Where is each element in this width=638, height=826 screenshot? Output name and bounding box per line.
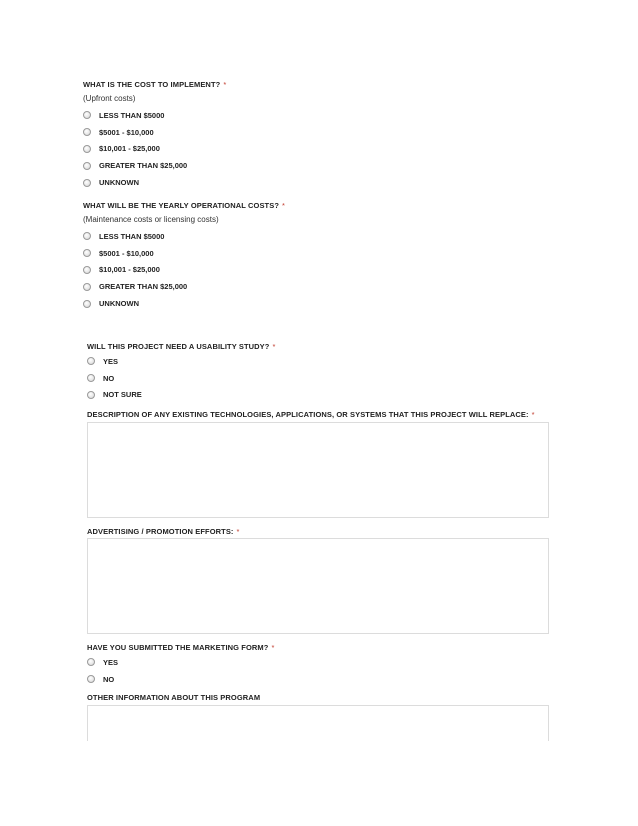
required-marker: * bbox=[223, 80, 227, 89]
radio-option-less-than-5000[interactable]: LESS THAN $5000 bbox=[83, 107, 226, 124]
radio-option-10001-25000[interactable]: $10,001 - $25,000 bbox=[83, 141, 226, 158]
radio-group bbox=[83, 228, 285, 312]
required-marker: * bbox=[236, 527, 240, 536]
question-title: ADVERTISING / PROMOTION EFFORTS: * bbox=[87, 527, 240, 536]
existing-technologies-textarea[interactable] bbox=[87, 422, 549, 518]
radio-button[interactable] bbox=[83, 283, 91, 291]
other-information-textarea[interactable] bbox=[87, 705, 549, 741]
radio-button[interactable] bbox=[83, 179, 91, 187]
radio-option-not-sure[interactable]: NOT SURE bbox=[87, 387, 275, 404]
radio-option-yes[interactable]: YES bbox=[87, 654, 274, 671]
question-advertising-promotion bbox=[87, 527, 240, 536]
radio-option-unknown[interactable]: UNKNOWN bbox=[83, 295, 285, 312]
radio-button[interactable] bbox=[83, 128, 91, 136]
radio-option-less-than-5000[interactable]: LESS THAN $5000 bbox=[83, 228, 285, 245]
required-marker: * bbox=[271, 643, 275, 652]
advertising-promotion-textarea[interactable] bbox=[87, 538, 549, 634]
radio-button[interactable] bbox=[87, 658, 95, 666]
radio-option-10001-25000[interactable]: $10,001 - $25,000 bbox=[83, 262, 285, 279]
question-title: HAVE YOU SUBMITTED THE MARKETING FORM? * bbox=[87, 643, 275, 652]
radio-group bbox=[87, 353, 275, 403]
question-cost-to-implement bbox=[83, 80, 226, 191]
question-other-information bbox=[87, 693, 260, 702]
radio-button[interactable] bbox=[83, 266, 91, 274]
question-yearly-operational-costs bbox=[83, 201, 285, 312]
question-subtitle: (Upfront costs) bbox=[83, 94, 136, 103]
radio-button[interactable] bbox=[83, 300, 91, 308]
radio-option-unknown[interactable]: UNKNOWN bbox=[83, 174, 226, 191]
question-title: WILL THIS PROJECT NEED A USABILITY STUDY? * bbox=[87, 342, 276, 351]
radio-option-no[interactable]: NO bbox=[87, 671, 274, 688]
question-usability-study bbox=[87, 342, 275, 403]
radio-button[interactable] bbox=[83, 111, 91, 119]
radio-button[interactable] bbox=[87, 675, 95, 683]
required-marker: * bbox=[531, 410, 535, 419]
question-existing-technologies bbox=[87, 410, 535, 419]
question-title: WHAT WILL BE THE YEARLY OPERATIONAL COSTS? * bbox=[83, 201, 286, 210]
radio-button[interactable] bbox=[87, 391, 95, 399]
radio-button[interactable] bbox=[83, 145, 91, 153]
radio-button[interactable] bbox=[83, 249, 91, 257]
radio-option-greater-than-25000[interactable]: GREATER THAN $25,000 bbox=[83, 157, 226, 174]
radio-button[interactable] bbox=[83, 162, 91, 170]
radio-option-yes[interactable]: YES bbox=[87, 353, 275, 370]
radio-option-5001-10000[interactable]: $5001 - $10,000 bbox=[83, 245, 285, 262]
radio-button[interactable] bbox=[87, 357, 95, 365]
required-marker: * bbox=[272, 342, 276, 351]
question-subtitle: (Maintenance costs or licensing costs) bbox=[83, 215, 219, 224]
question-title: OTHER INFORMATION ABOUT THIS PROGRAM bbox=[87, 693, 261, 702]
radio-option-5001-10000[interactable]: $5001 - $10,000 bbox=[83, 124, 226, 141]
radio-option-no[interactable]: NO bbox=[87, 370, 275, 387]
radio-button[interactable] bbox=[87, 374, 95, 382]
radio-option-greater-than-25000[interactable]: GREATER THAN $25,000 bbox=[83, 278, 285, 295]
question-marketing-form bbox=[87, 643, 274, 688]
required-marker: * bbox=[282, 201, 286, 210]
question-title: DESCRIPTION OF ANY EXISTING TECHNOLOGIES, APPLICATIONS, OR SYSTEMS THAT THIS PROJECT WILL REPLACE: * bbox=[87, 410, 535, 419]
radio-group bbox=[83, 107, 226, 191]
radio-button[interactable] bbox=[83, 232, 91, 240]
radio-group bbox=[87, 654, 274, 688]
question-title: WHAT IS THE COST TO IMPLEMENT? * bbox=[83, 80, 227, 89]
